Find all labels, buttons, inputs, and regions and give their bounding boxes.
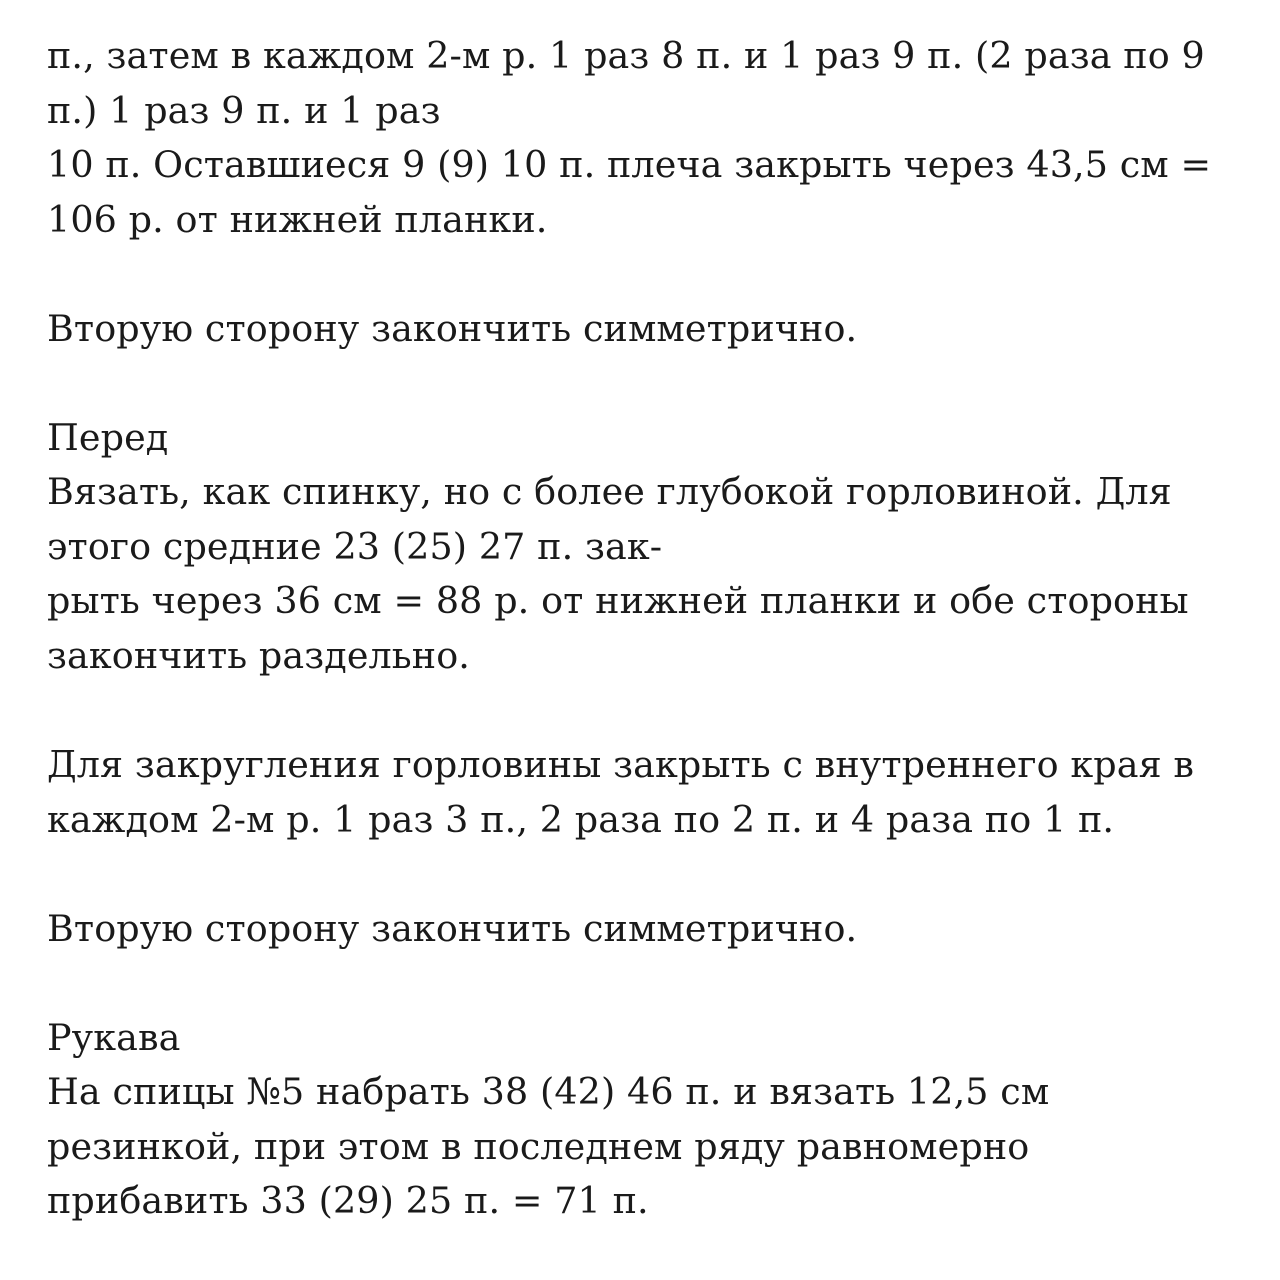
text-line: рыть через 36 см = 88 р. от нижней планки и обе стороны [47,579,1189,622]
text-line: этого средние 23 (25) 27 п. зак- [47,525,663,568]
text-line: закончить раздельно. [47,634,470,677]
text-line: 10 п. Оставшиеся 9 (9) 10 п. плеча закрыть через 43,5 см = [47,143,1212,186]
text-line: Вторую сторону закончить симметрично. [47,307,858,350]
text-line: 106 р. от нижней планки. [47,198,548,241]
text-line: На спицы №5 набрать 38 (42) 46 п. и вязать 12,5 см [47,1070,1050,1113]
text-line: п.) 1 раз 9 п. и 1 раз [47,89,441,132]
text-line: Вторую сторону закончить симметрично. [47,907,858,950]
text-line: резинкой, при этом в последнем ряду равномерно [47,1125,1030,1168]
text-line: п., затем в каждом 2-м р. 1 раз 8 п. и 1 раз 9 п. (2 раза по 9 [47,34,1205,77]
text-line: прибавить 33 (29) 25 п. = 71 п. [47,1179,649,1222]
section-heading: Перед [47,416,169,459]
text-line: Для закругления горловины закрыть с внутреннего края в [47,743,1195,786]
section-heading: Рукава [47,1016,181,1059]
text-line: каждом 2-м р. 1 раз 3 п., 2 раза по 2 п. и 4 раза по 1 п. [47,798,1115,841]
text-line: Вязать, как спинку, но с более глубокой горловиной. Для [47,470,1172,513]
